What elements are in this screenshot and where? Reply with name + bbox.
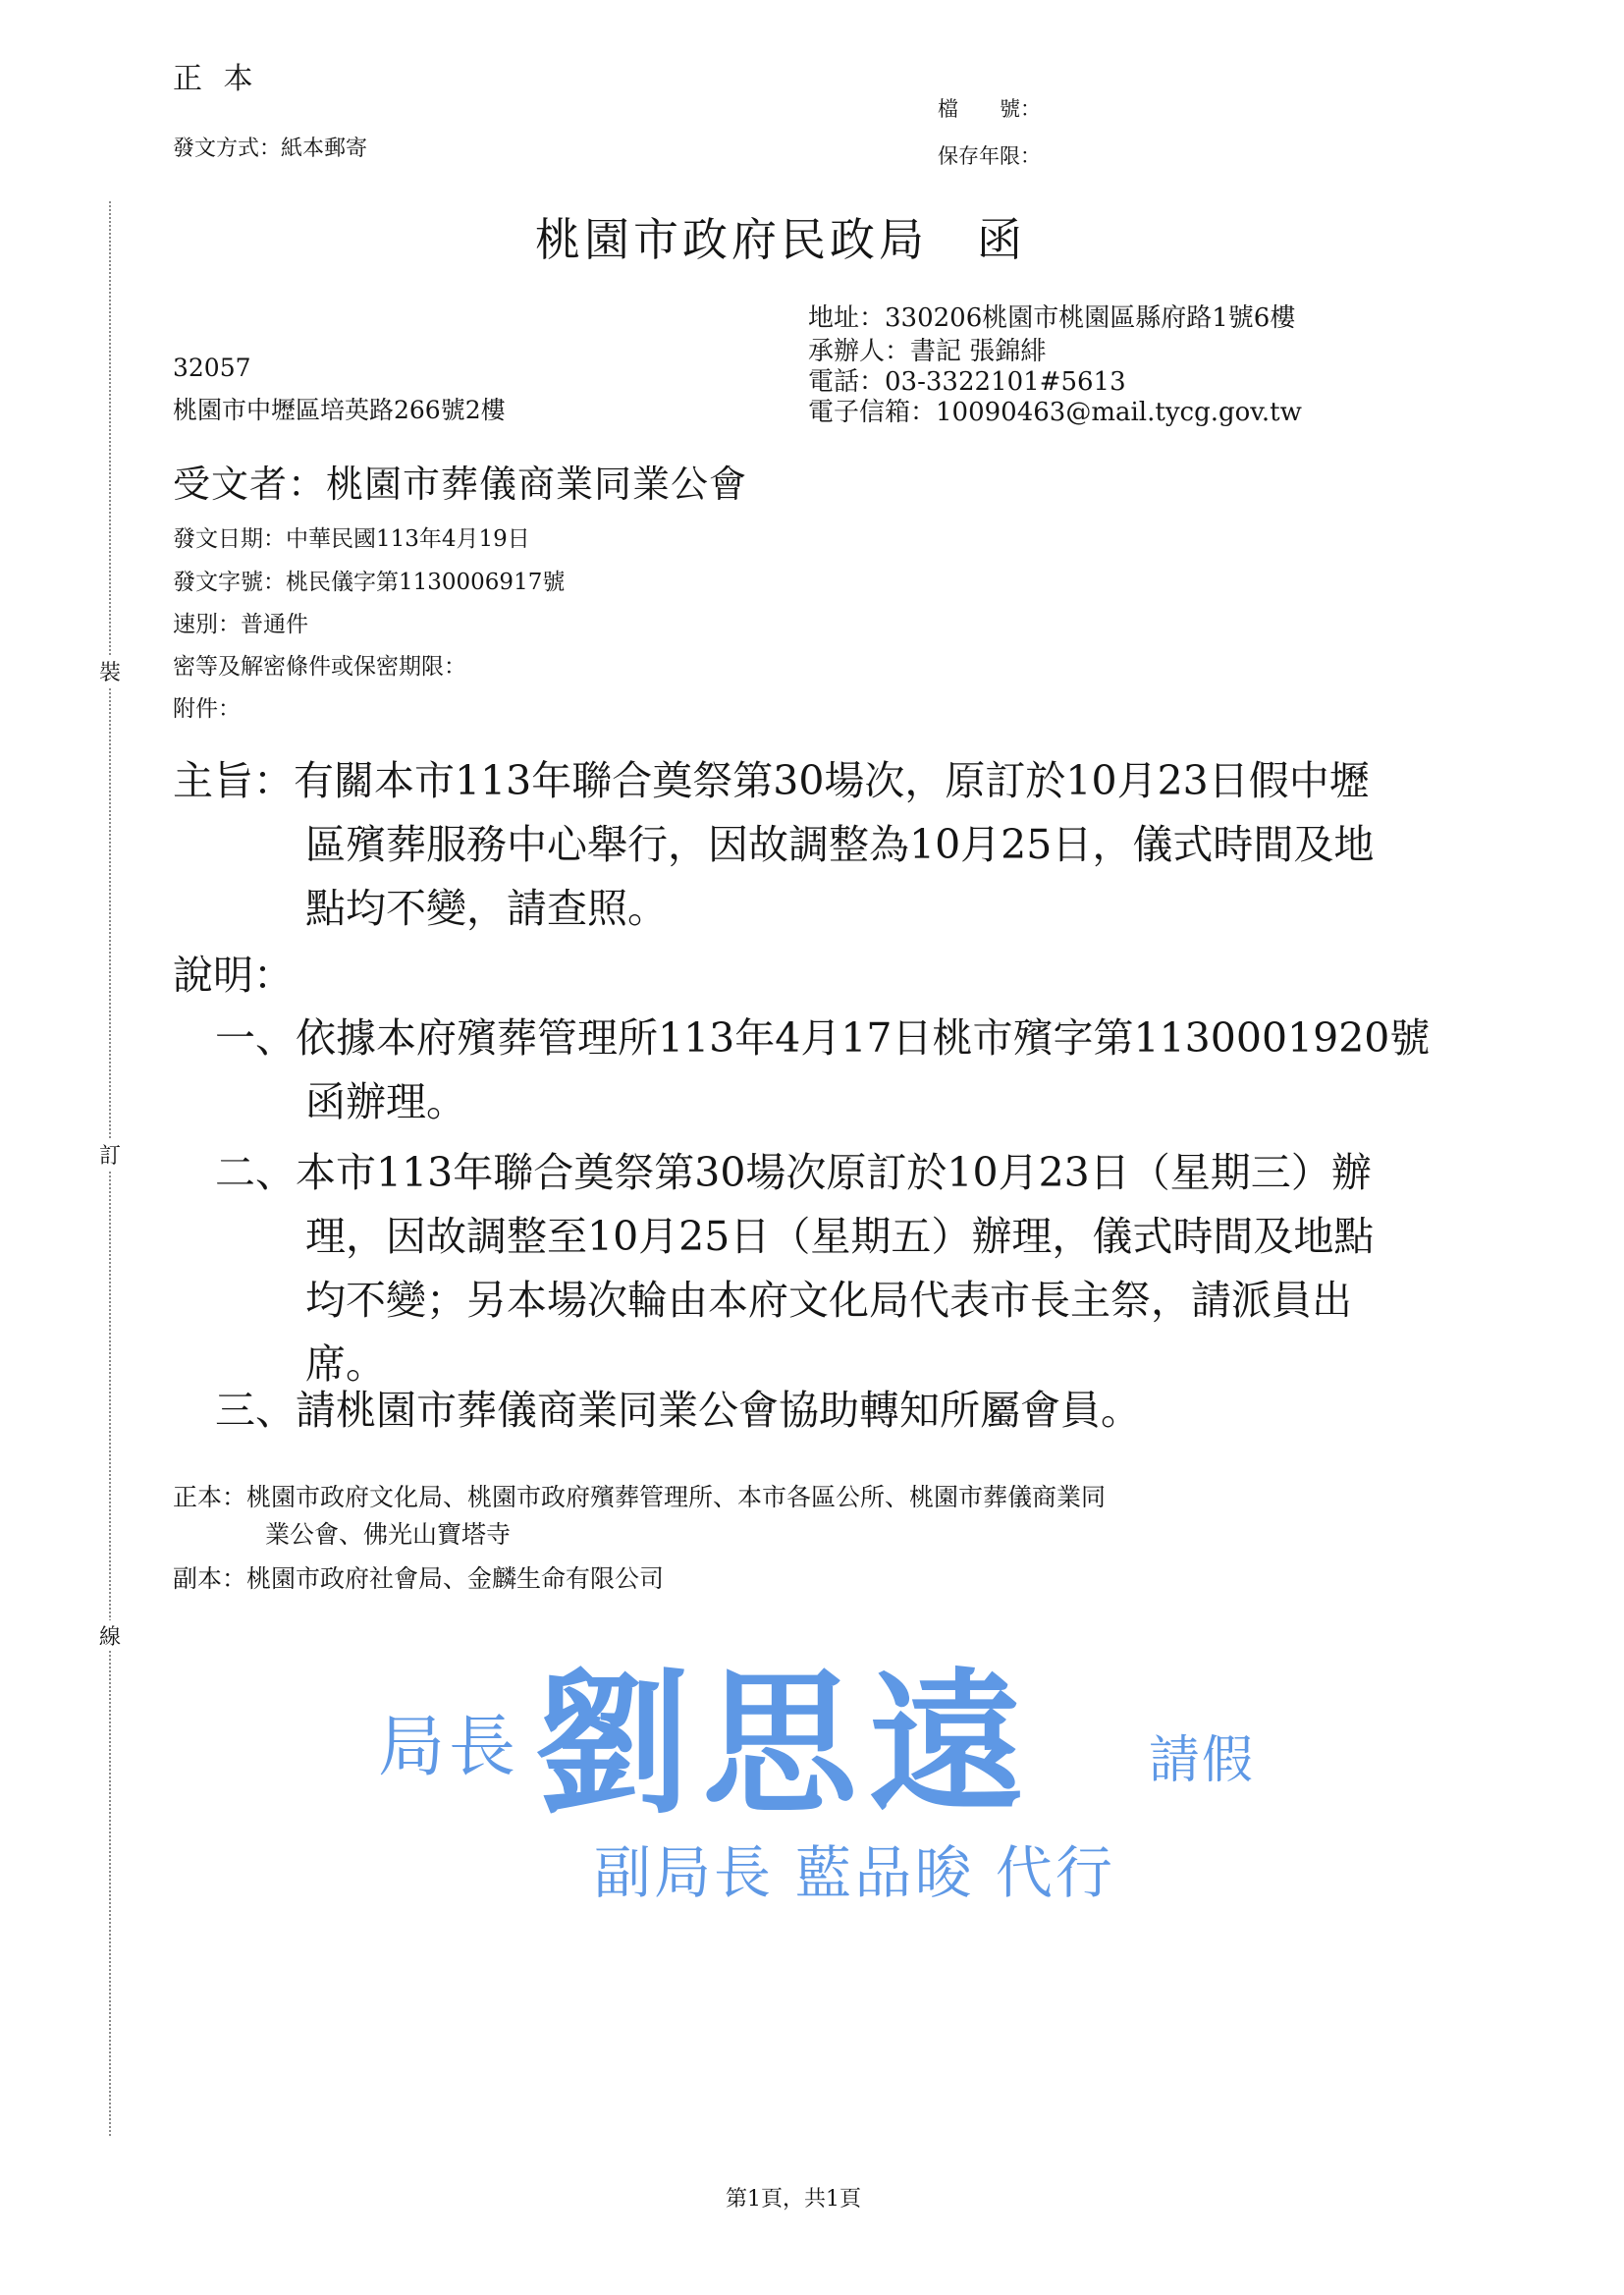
issue-date: 發文日期：中華民國113年4月19日 [173,526,530,552]
original-recipients-line-1: 正本：桃園市政府文化局、桃園市政府殯葬管理所、本市各區公所、桃園市葬儀商業同 [173,1483,1107,1511]
subject-line-2: 區殯葬服務中心舉行，因故調整為10月25日，儀式時間及地 [305,821,1375,868]
dispatch-method: 發文方式：紙本郵寄 [173,137,368,161]
recipient-street: 桃園市中壢區培英路266號2樓 [173,396,506,424]
explanation-heading: 說明： [173,952,294,999]
original-copy-mark: 正 本 [173,62,259,96]
secrecy-level: 密等及解密條件或保密期限： [173,654,466,680]
page-number: 第1頁，共1頁 [726,2187,861,2212]
file-number: 檔 號： [938,97,1041,121]
binding-mark-bottom: 線 [95,1620,125,1651]
explanation-item-2-line-3: 均不變；另本場次輪由本府文化局代表市長主祭，請派員出 [305,1277,1352,1324]
binding-mark-middle: 訂 [95,1139,125,1170]
attachments: 附件： [173,696,241,722]
sender-email: 電子信箱：10090463@mail.tycg.gov.tw [808,398,1302,427]
delivery-speed: 速別：普通件 [173,612,308,637]
explanation-item-3: 三、請桃園市葬儀商業同業公會協助轉知所屬會員。 [215,1387,1141,1434]
explanation-item-1-line-2: 函辦理。 [305,1078,466,1125]
explanation-item-2-line-1: 二、本市113年聯合奠祭第30場次原訂於10月23日（星期三）辦 [215,1149,1372,1196]
letter-title: 桃園市政府民政局 函 [535,213,1026,266]
reference-number: 發文字號：桃民儀字第1130006917號 [173,570,566,595]
explanation-item-1-line-1: 一、依據本府殯葬管理所113年4月17日桃市殯字第1130001920號 [215,1014,1431,1062]
explanation-item-2-line-2: 理，因故調整至10月25日（星期五）辦理，儀式時間及地點 [305,1213,1375,1260]
recipient-postcode: 32057 [173,354,251,382]
signature-stamp-title: 局長 [378,1709,520,1786]
retention-period: 保存年限： [938,144,1041,168]
sender-phone: 電話：03-3322101#5613 [808,367,1126,397]
signature-stamp-leave: 請假 [1149,1731,1256,1790]
original-recipients-line-2: 業公會、佛光山寶塔寺 [265,1520,512,1549]
sender-address: 地址：330206桃園市桃園區縣府路1號6樓 [808,303,1296,333]
copy-recipients: 副本：桃園市政府社會局、金麟生命有限公司 [173,1564,665,1593]
explanation-item-2-line-4: 席。 [305,1340,386,1388]
subject-line-3: 點均不變，請查照。 [305,885,668,932]
signature-stamp-deputy: 副局長 藍品晙 代行 [594,1839,1115,1906]
sender-handler: 承辦人：書記 張錦緋 [808,337,1047,366]
subject-line-1: 主旨：有關本市113年聯合奠祭第30場次，原訂於10月23日假中壢 [173,757,1370,804]
signature-stamp-name: 劉思遠 [535,1654,1036,1835]
binding-mark-top: 裝 [95,656,125,686]
recipient: 受文者：桃園市葬儀商業同業公會 [173,463,748,506]
